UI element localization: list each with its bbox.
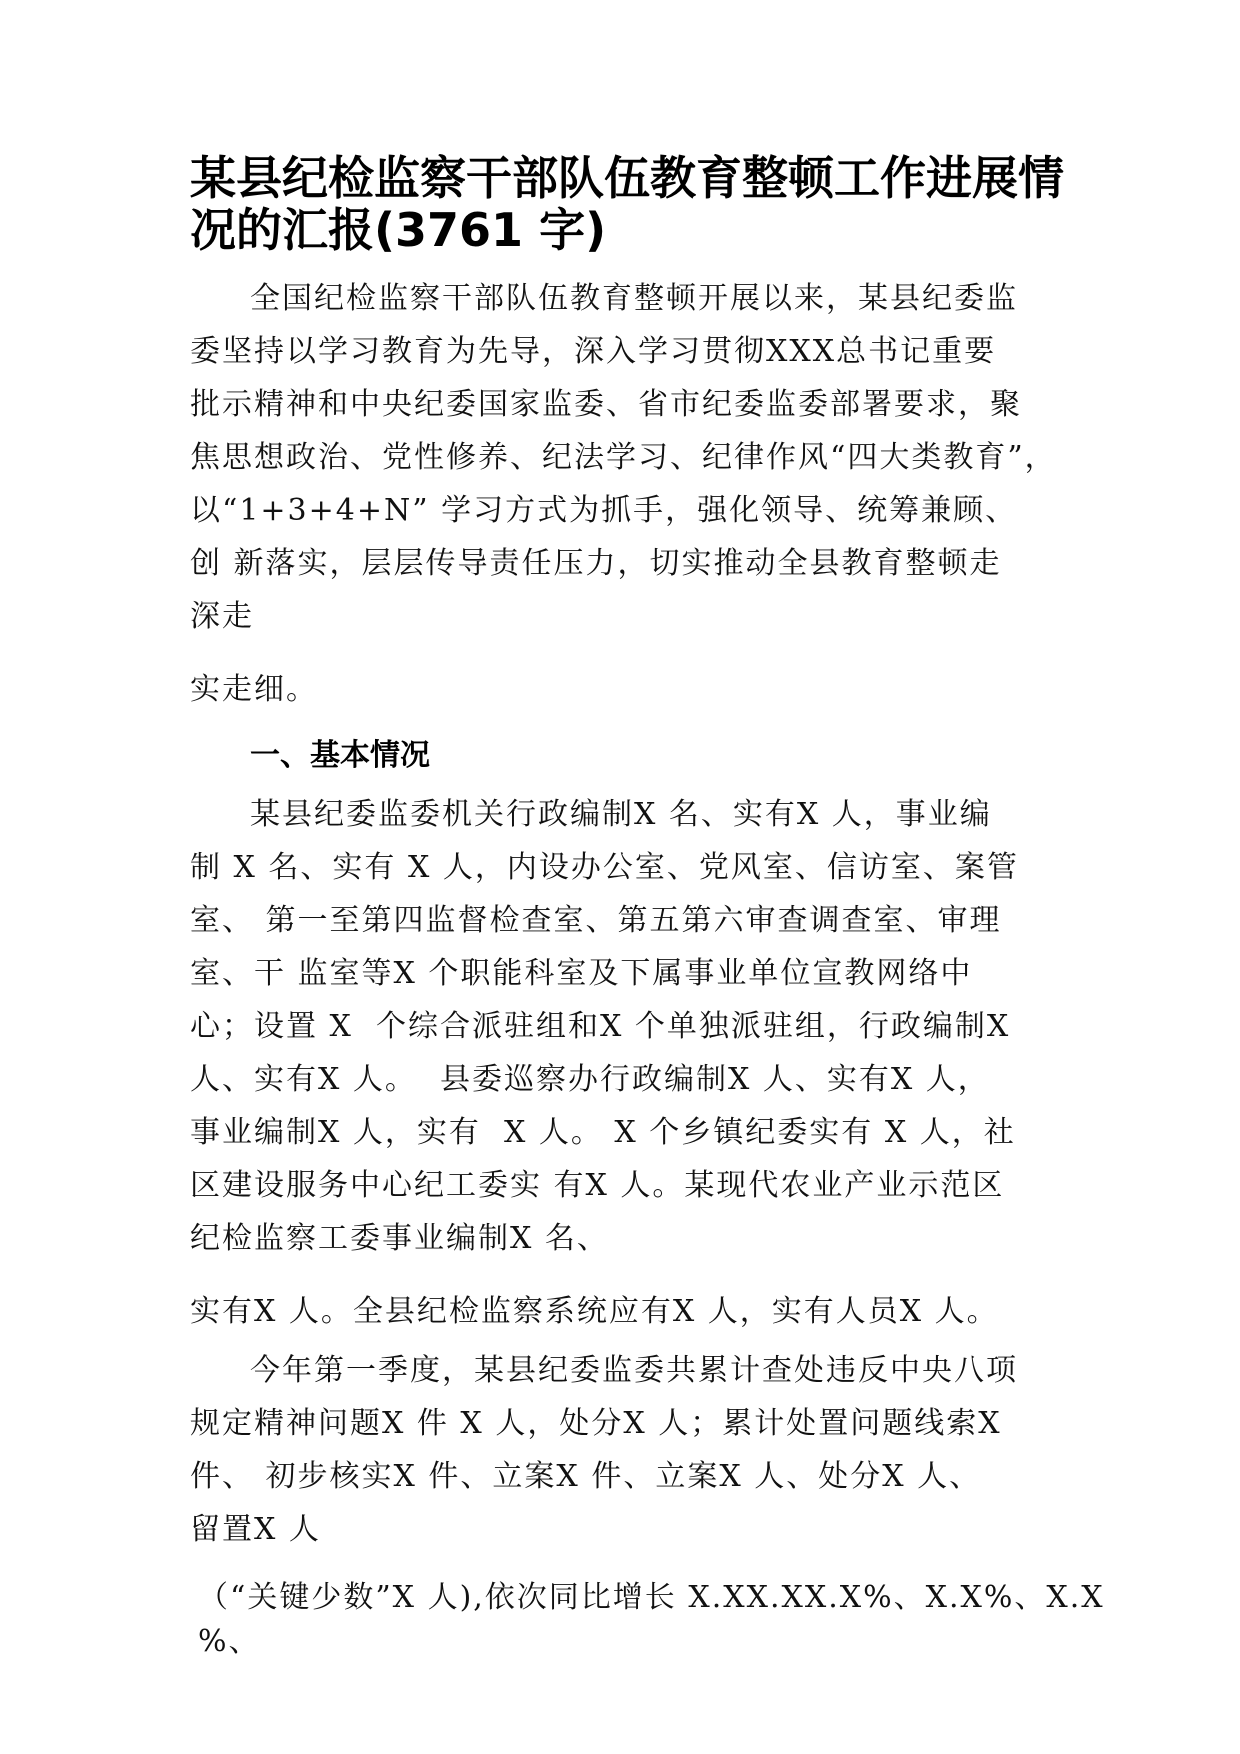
text-line: 全国纪检监察干部队伍教育整顿开展以来，某县纪委监 xyxy=(250,281,1018,316)
text-line: 深走 xyxy=(190,599,254,634)
text-line: 实走细。 xyxy=(190,672,318,707)
first-quarter-paragraph xyxy=(190,1344,1060,1556)
text-line: （“关键少数”X 人),依次同比增长 X.XX.XX.X%、X.X%、X.X xyxy=(198,1580,1105,1615)
text-line: 区建设服务中心纪工委实 有X 人。某现代农业产业示范区 xyxy=(190,1168,1005,1203)
text-line: 事业编制X 人，实有 X 人。 X 个乡镇纪委实有 X 人，社 xyxy=(190,1115,1016,1150)
text-line: 件、 初步核实X 件、立案X 件、立案X 人、处分X 人、 xyxy=(190,1459,982,1494)
section-heading: 一、基本情况 xyxy=(250,738,430,773)
text-line: 纪检监察工委事业编制X 名、 xyxy=(190,1221,609,1256)
text-line: 室、干 监室等X 个职能科室及下属事业单位宣教网络中 xyxy=(190,956,973,991)
intro-paragraph xyxy=(190,272,1060,643)
basic-info-paragraph-continued xyxy=(190,1285,1060,1338)
text-line: 实有X 人。全县纪检监察系统应有X 人，实有人员X 人。 xyxy=(190,1294,999,1329)
text-line: 创 新落实，层层传导责任压力，切实推动全县教育整顿走 xyxy=(190,546,1002,581)
intro-paragraph-continued xyxy=(190,663,1060,716)
text-line: 心；设置 X 个综合派驻组和X 个单独派驻组，行政编制X xyxy=(190,1009,1011,1044)
text-line: 以“1+3+4+N” 学习方式为抓手，强化领导、统筹兼顾、 xyxy=(190,493,1018,528)
text-line: 人、实有X 人。 县委巡察办行政编制X 人、实有X 人， xyxy=(190,1062,990,1097)
first-quarter-paragraph-continued xyxy=(190,1576,1105,1664)
text-line: 批示精神和中央纪委国家监委、省市纪委监委部署要求，聚 xyxy=(190,387,1022,422)
document-body xyxy=(190,272,1105,1664)
text-line: 今年第一季度，某县纪委监委共累计查处违反中央八项 xyxy=(250,1353,1018,1388)
text-line: 规定精神问题X 件 X 人，处分X 人；累计处置问题线索X xyxy=(190,1406,1002,1441)
text-line: 室、 第一至第四监督检查室、第五第六审查调查室、审理 xyxy=(190,903,1002,938)
text-line: 某县纪委监委机关行政编制X 名、实有X 人，事业编 xyxy=(250,797,992,832)
text-line: %、 xyxy=(198,1624,261,1659)
document-title: 某县纪检监察干部队伍教育整顿工作进展情况的汇报(3761 字) xyxy=(190,151,1064,257)
text-line: 留置X 人 xyxy=(190,1512,321,1547)
basic-info-paragraph xyxy=(190,788,1060,1265)
text-line: 委坚持以学习教育为先导，深入学习贯彻XXX总书记重要 xyxy=(190,334,997,369)
text-line: 焦思想政治、党性修养、纪法学习、纪律作风“四大类教育”， xyxy=(190,440,1057,475)
text-line: 制 X 名、实有 X 人，内设办公室、党风室、信访室、案管 xyxy=(190,850,1019,885)
